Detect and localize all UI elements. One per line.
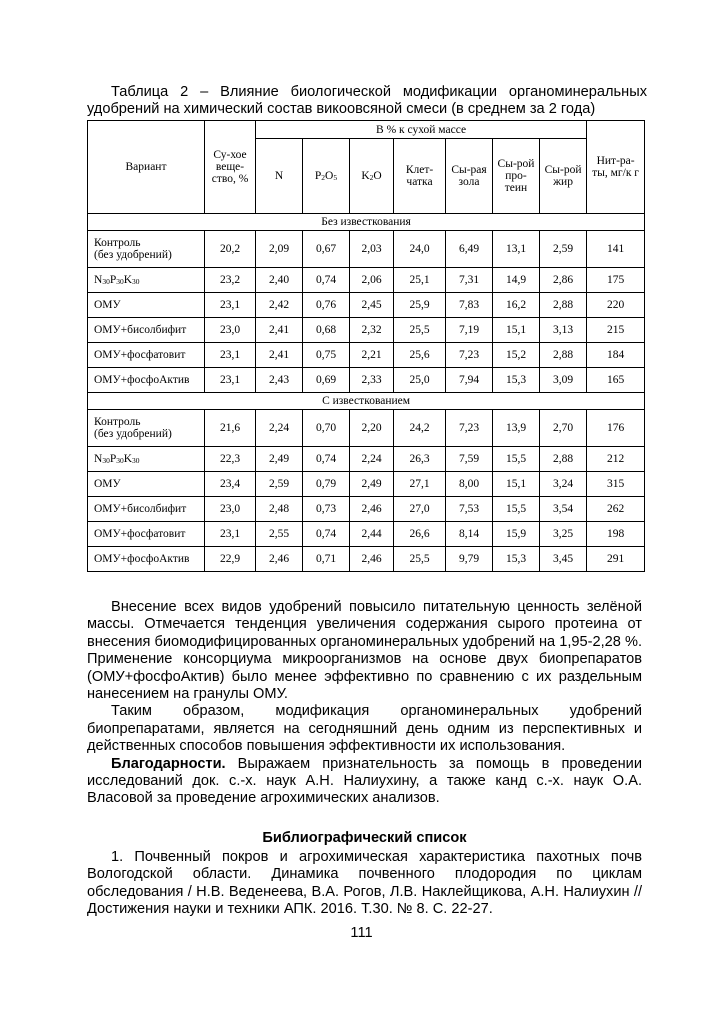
- value-cell: 2,86: [540, 268, 587, 293]
- table-row: [88, 368, 645, 393]
- value-cell: 27,0: [394, 497, 446, 522]
- paragraph-acknowledgements: Благодарности. Выражаем признательность за помощь в проведении исследований док. с.-х. наук А.Н. Налиухину, а также канд с.-х. наук О.А. Власовой за проведение агрохимических анализов.: [87, 755, 642, 807]
- value-cell: 15,3: [493, 368, 540, 393]
- variant-cell: ОМУ+фосфатовит: [88, 343, 205, 368]
- value-cell: 0,75: [303, 343, 350, 368]
- value-cell: 2,88: [540, 293, 587, 318]
- value-cell: 3,45: [540, 547, 587, 572]
- value-cell: 2,59: [540, 231, 587, 268]
- header-group-percent: В % к сухой массе: [256, 121, 587, 139]
- table-row: [88, 343, 645, 368]
- value-cell: 2,48: [256, 497, 303, 522]
- value-cell: 14,9: [493, 268, 540, 293]
- value-cell: 2,88: [540, 343, 587, 368]
- value-cell: 25,1: [394, 268, 446, 293]
- header-raw-protein: Сы-рой про-теин: [493, 139, 540, 214]
- value-cell: 27,1: [394, 472, 446, 497]
- table-caption-line2: удобрений на химический состав викоовсяной смеси (в среднем за 2 года): [87, 101, 596, 117]
- value-cell: 22,3: [205, 447, 256, 472]
- value-cell: 15,1: [493, 472, 540, 497]
- header-fiber: Клет-чатка: [394, 139, 446, 214]
- variant-cell: ОМУ: [88, 472, 205, 497]
- value-cell: 2,43: [256, 368, 303, 393]
- variant-cell: ОМУ+бисолбифит: [88, 318, 205, 343]
- variant-cell: $N_{30}P_{30}K_{30}$: [88, 447, 205, 472]
- value-cell: 215: [587, 318, 645, 343]
- table-body: [88, 214, 645, 572]
- paragraph-conclusion: Таким образом, модификация органоминеральных удобрений биопрепаратами, является на сегодняшний день одним из перспективных и действенных способов повышения эффективности их использования.: [87, 703, 642, 755]
- header-k2o: $K_2O$: [350, 139, 394, 214]
- value-cell: 22,9: [205, 547, 256, 572]
- header-n: N: [256, 139, 303, 214]
- value-cell: 9,79: [446, 547, 493, 572]
- value-cell: 8,00: [446, 472, 493, 497]
- value-cell: 2,42: [256, 293, 303, 318]
- value-cell: 220: [587, 293, 645, 318]
- value-cell: 24,0: [394, 231, 446, 268]
- value-cell: 2,46: [350, 547, 394, 572]
- section-label: С известкованием: [88, 393, 645, 410]
- table-row: [88, 472, 645, 497]
- value-cell: 15,1: [493, 318, 540, 343]
- value-cell: 25,5: [394, 547, 446, 572]
- value-cell: 26,6: [394, 522, 446, 547]
- value-cell: 262: [587, 497, 645, 522]
- value-cell: 175: [587, 268, 645, 293]
- header-dry-matter: Су-хое веще-ство, %: [205, 121, 256, 214]
- value-cell: 7,23: [446, 410, 493, 447]
- bibliography-item: 1. Почвенный покров и агрохимическая характеристика пахотных почв Вологодской области. Динамика почвенного плодородия по циклам обследования / Н.В. Веденеева, В.А. Рогов, Л.В. Наклейщикова, А.Н. Налиухин // Достижения науки и техники АПК. 2016. Т.30. № 8. С. 22-27.: [87, 849, 642, 918]
- value-cell: 23,0: [205, 497, 256, 522]
- value-cell: 16,2: [493, 293, 540, 318]
- header-p2o5: $P_2O_5$: [303, 139, 350, 214]
- value-cell: 2,59: [256, 472, 303, 497]
- table-row: [88, 447, 645, 472]
- value-cell: 0,73: [303, 497, 350, 522]
- value-cell: 26,3: [394, 447, 446, 472]
- value-cell: 2,88: [540, 447, 587, 472]
- value-cell: 0,70: [303, 410, 350, 447]
- value-cell: 0,69: [303, 368, 350, 393]
- value-cell: 2,06: [350, 268, 394, 293]
- value-cell: 3,25: [540, 522, 587, 547]
- table-row: [88, 410, 645, 447]
- value-cell: 2,24: [350, 447, 394, 472]
- value-cell: 13,9: [493, 410, 540, 447]
- table-caption: [87, 84, 647, 118]
- value-cell: 2,21: [350, 343, 394, 368]
- variant-cell: ОМУ+фосфатовит: [88, 522, 205, 547]
- variant-cell: Контроль (без удобрений): [88, 231, 205, 268]
- value-cell: 0,74: [303, 522, 350, 547]
- value-cell: 7,23: [446, 343, 493, 368]
- value-cell: 25,6: [394, 343, 446, 368]
- header-nitrates: Нит-ра-ты, мг/к г: [587, 121, 645, 214]
- table-row: [88, 318, 645, 343]
- value-cell: 7,19: [446, 318, 493, 343]
- table-section-row: [88, 214, 645, 231]
- value-cell: 198: [587, 522, 645, 547]
- table-row: [88, 497, 645, 522]
- value-cell: 7,59: [446, 447, 493, 472]
- value-cell: 25,9: [394, 293, 446, 318]
- value-cell: 2,33: [350, 368, 394, 393]
- value-cell: 2,20: [350, 410, 394, 447]
- header-variant: Вариант: [88, 121, 205, 214]
- value-cell: 184: [587, 343, 645, 368]
- value-cell: 2,41: [256, 318, 303, 343]
- value-cell: 15,5: [493, 497, 540, 522]
- value-cell: 3,13: [540, 318, 587, 343]
- table-row: [88, 547, 645, 572]
- chemical-composition-table: [87, 120, 645, 572]
- value-cell: 23,1: [205, 343, 256, 368]
- value-cell: 2,55: [256, 522, 303, 547]
- page-number: 111: [350, 925, 373, 941]
- value-cell: 23,0: [205, 318, 256, 343]
- variant-cell: ОМУ+фосфоАктив: [88, 547, 205, 572]
- value-cell: 23,2: [205, 268, 256, 293]
- value-cell: 165: [587, 368, 645, 393]
- value-cell: 2,40: [256, 268, 303, 293]
- paragraph-results: Внесение всех видов удобрений повысило питательную ценность зелёной массы. Отмечается тенденция увеличения содержания сырого протеина от внесения биомодифицированных органоминеральных удобрений на 1,95-2,28 %. Применение консорциума микроорганизмов на основе двух биопрепаратов (ОМУ+фосфоАктив) было менее эффективно по сравнению с их раздельным нанесением на гранулы ОМУ.: [87, 599, 642, 703]
- body-text: [87, 599, 642, 808]
- bibliography-list: [87, 849, 642, 919]
- acknowledgements-label: Благодарности.: [111, 755, 226, 772]
- bibliography-title: Библиографический список: [262, 830, 467, 846]
- variant-cell: ОМУ: [88, 293, 205, 318]
- value-cell: 0,68: [303, 318, 350, 343]
- variant-cell: $N_{30}P_{30}K_{30}$: [88, 268, 205, 293]
- value-cell: 2,70: [540, 410, 587, 447]
- table-row: [88, 522, 645, 547]
- table-row: [88, 268, 645, 293]
- value-cell: 2,09: [256, 231, 303, 268]
- value-cell: 23,1: [205, 368, 256, 393]
- value-cell: 176: [587, 410, 645, 447]
- value-cell: 2,46: [256, 547, 303, 572]
- value-cell: 0,74: [303, 447, 350, 472]
- value-cell: 0,79: [303, 472, 350, 497]
- value-cell: 291: [587, 547, 645, 572]
- value-cell: 15,3: [493, 547, 540, 572]
- value-cell: 2,03: [350, 231, 394, 268]
- value-cell: 2,32: [350, 318, 394, 343]
- value-cell: 2,49: [350, 472, 394, 497]
- value-cell: 0,74: [303, 268, 350, 293]
- value-cell: 15,9: [493, 522, 540, 547]
- table-row: [88, 231, 645, 268]
- value-cell: 3,09: [540, 368, 587, 393]
- value-cell: 13,1: [493, 231, 540, 268]
- value-cell: 7,53: [446, 497, 493, 522]
- value-cell: 23,1: [205, 522, 256, 547]
- header-raw-ash: Сы-рая зола: [446, 139, 493, 214]
- value-cell: 0,76: [303, 293, 350, 318]
- section-label: Без известкования: [88, 214, 645, 231]
- value-cell: 7,83: [446, 293, 493, 318]
- table-row: [88, 293, 645, 318]
- value-cell: 24,2: [394, 410, 446, 447]
- value-cell: 21,6: [205, 410, 256, 447]
- value-cell: 212: [587, 447, 645, 472]
- value-cell: 7,31: [446, 268, 493, 293]
- value-cell: 2,44: [350, 522, 394, 547]
- value-cell: 23,4: [205, 472, 256, 497]
- value-cell: 2,46: [350, 497, 394, 522]
- table-caption-line1: Таблица 2 – Влияние биологической модификации органоминеральных: [111, 84, 647, 100]
- value-cell: 25,0: [394, 368, 446, 393]
- value-cell: 25,5: [394, 318, 446, 343]
- value-cell: 3,54: [540, 497, 587, 522]
- value-cell: 6,49: [446, 231, 493, 268]
- value-cell: 3,24: [540, 472, 587, 497]
- value-cell: 0,71: [303, 547, 350, 572]
- variant-cell: ОМУ+бисолбифит: [88, 497, 205, 522]
- value-cell: 141: [587, 231, 645, 268]
- value-cell: 15,2: [493, 343, 540, 368]
- value-cell: 8,14: [446, 522, 493, 547]
- value-cell: 315: [587, 472, 645, 497]
- value-cell: 2,49: [256, 447, 303, 472]
- value-cell: 2,41: [256, 343, 303, 368]
- value-cell: 15,5: [493, 447, 540, 472]
- variant-cell: ОМУ+фосфоАктив: [88, 368, 205, 393]
- value-cell: 2,45: [350, 293, 394, 318]
- value-cell: 23,1: [205, 293, 256, 318]
- variant-cell: Контроль (без удобрений): [88, 410, 205, 447]
- table-section-row: [88, 393, 645, 410]
- value-cell: 2,24: [256, 410, 303, 447]
- value-cell: 7,94: [446, 368, 493, 393]
- value-cell: 0,67: [303, 231, 350, 268]
- header-raw-fat: Сы-рой жир: [540, 139, 587, 214]
- value-cell: 20,2: [205, 231, 256, 268]
